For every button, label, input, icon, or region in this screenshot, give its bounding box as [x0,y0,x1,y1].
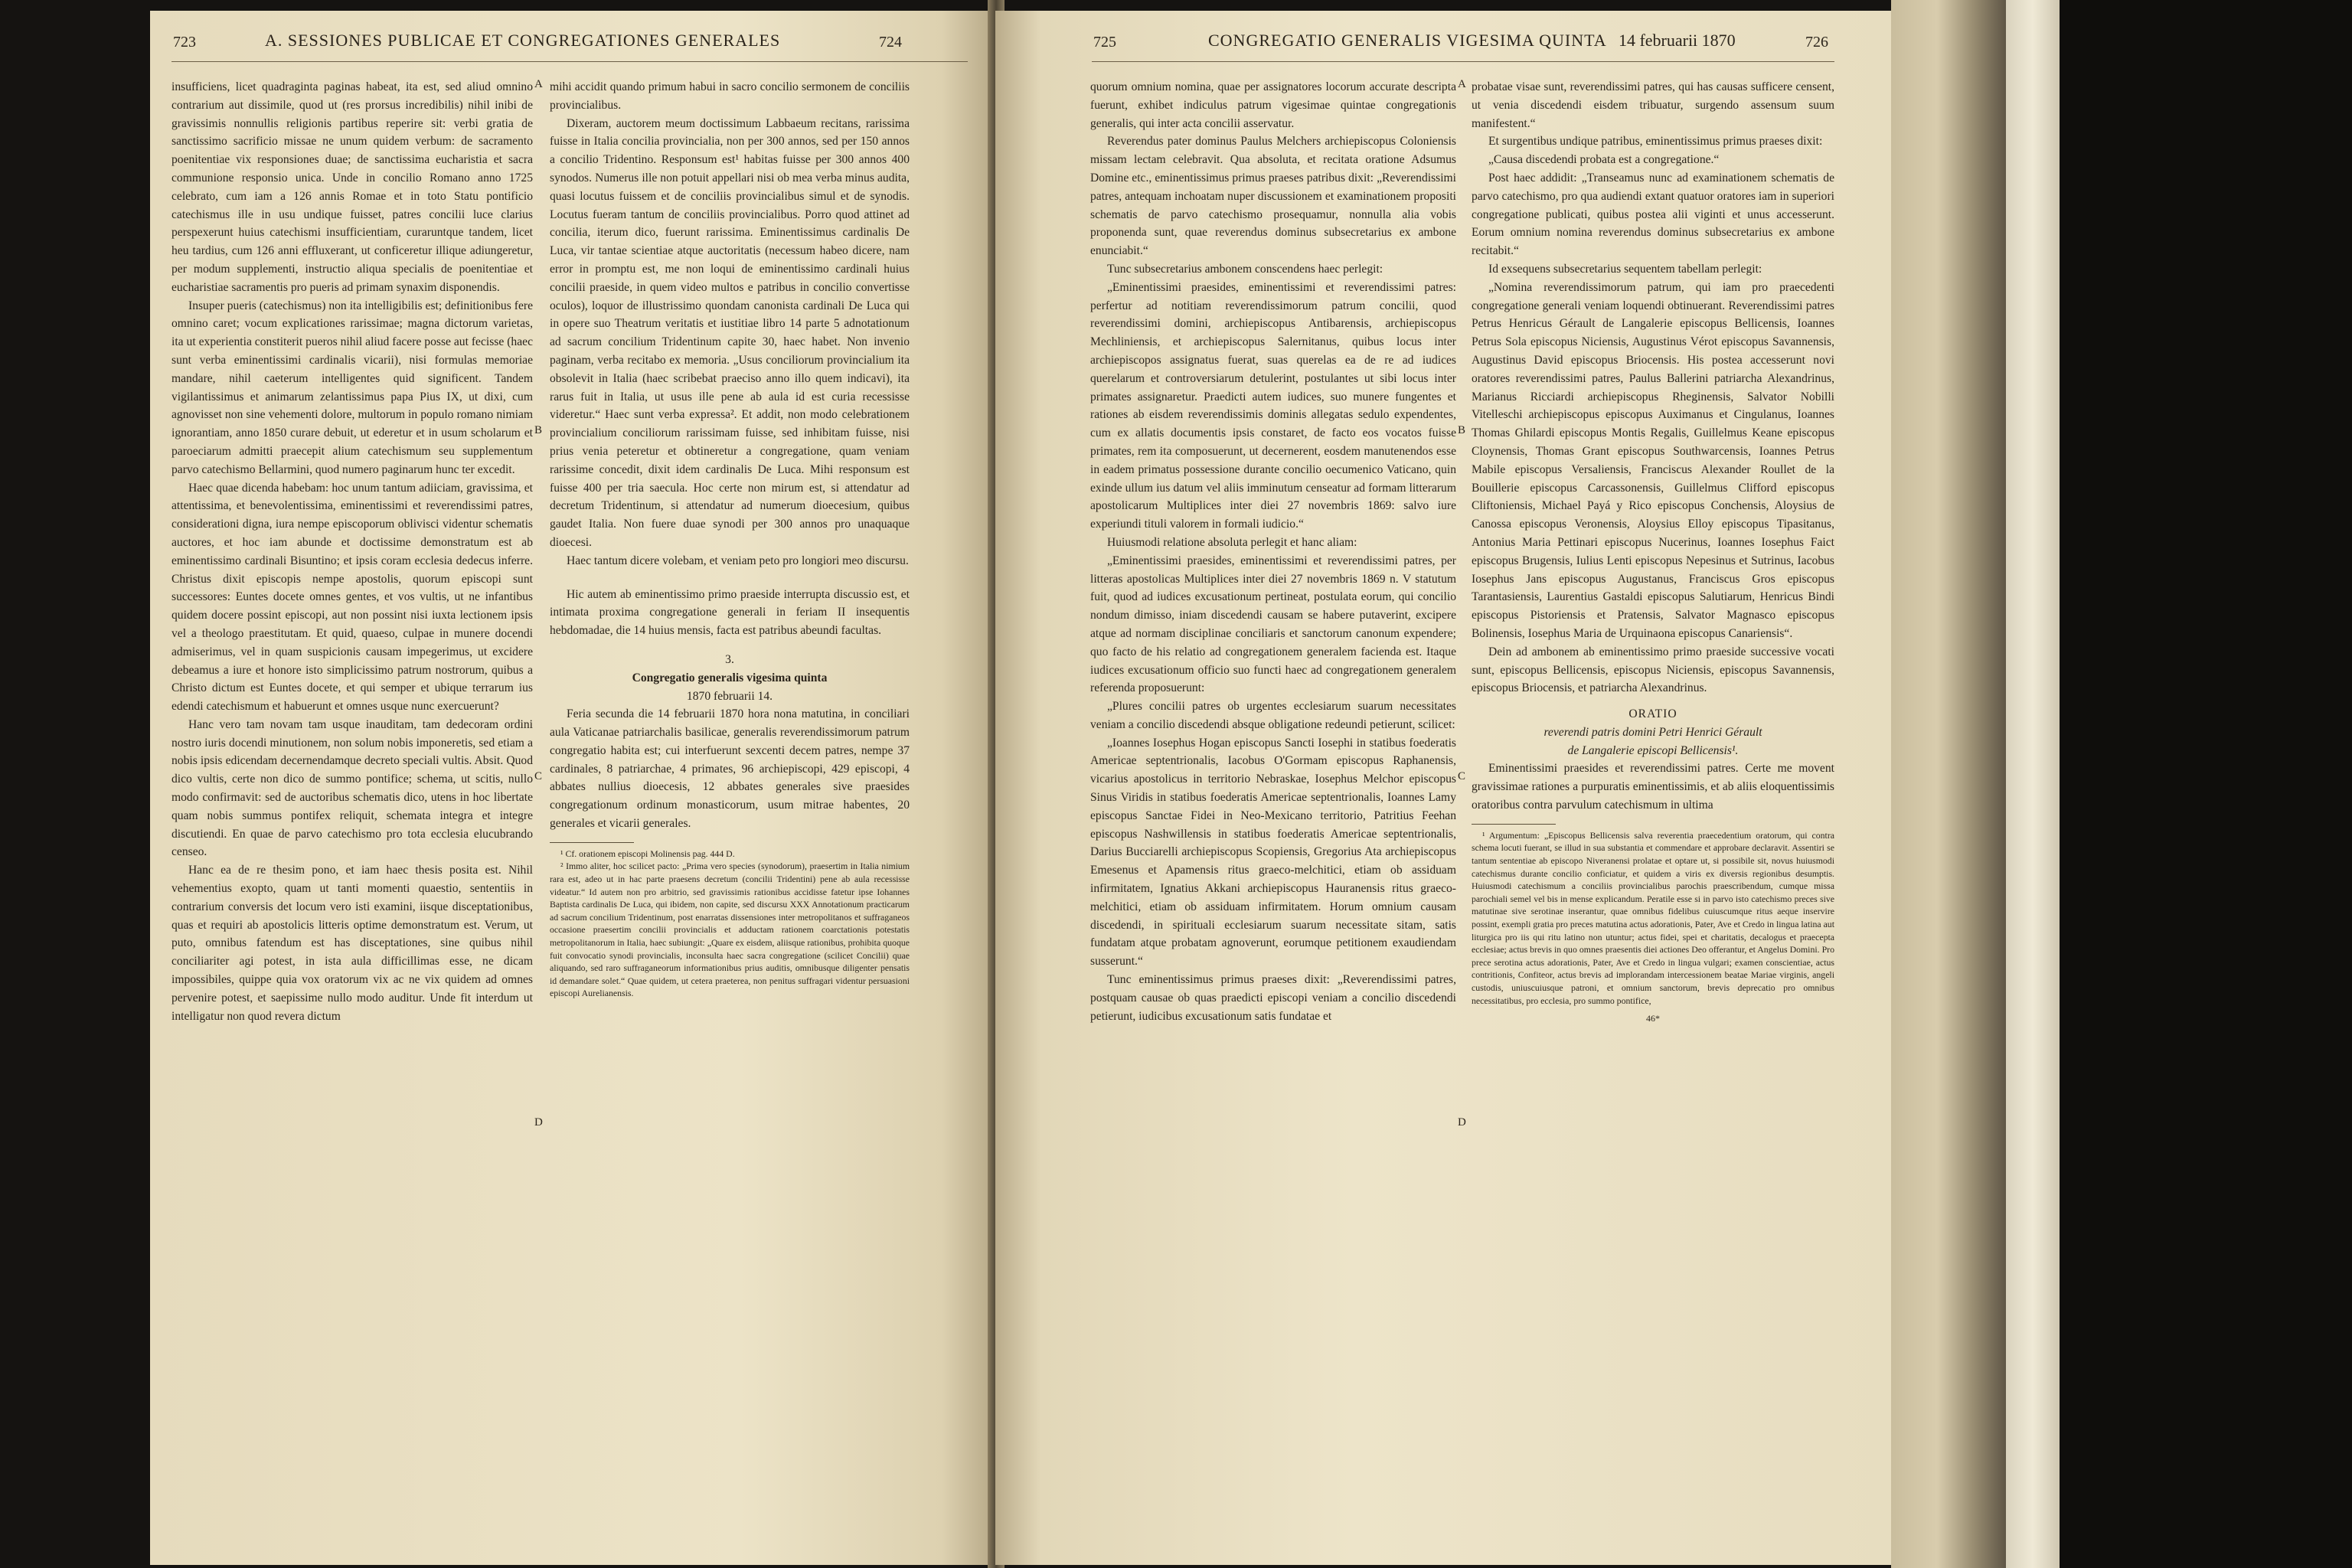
paragraph: mihi accidit quando primum habui in sacro concilio sermonem de conciliis provincialibus. [550,80,910,112]
oratio-subtitle: de Langalerie episcopi Bellicensis¹. [1567,743,1739,757]
head-rule [172,61,968,62]
paragraph: Huiusmodi relatione absoluta perlegit et hanc aliam: [1107,535,1357,549]
page-number-left: 725 [1093,34,1116,51]
left-col-2 [550,78,910,1556]
running-head [1208,31,1736,51]
paragraph: insufficiens, licet quadraginta paginas habeat, ita est, sed aliud omnino contrarium aut dissimile, quod ut (res prorsus incredibilis) nihil inibi de gravissimis nonnullis religionis partibus reperire sit: verbi gratia de sanctissimo sacrificio missae ne unum quidem verbum: de sacramento poenitentiae vix responsiones duae; de sanctissima eucharistia et sacra communione responsio unica. Unde in concilio Romano anno 1725 celebrato, cum iam a 126 annis Romae et in toto Statu pontificio catechismus ille in usu undique fuisset, patres concilii luce clarius perspexerunt huius catechismi insufficientiam, curaruntque tandem, licet heu tardius, cum 126 anni effluxerant, ut conficeretur illique adiungeretur, per modum supplementi, instructio aliqua specialis de poenitentiae et eucharistiae sacramentis pro pueris ad primam synaxim disponendis. [172,80,533,294]
footnote-rule [550,842,634,843]
margin-marker-b: B [534,424,543,436]
margin-marker-b: B [1458,424,1466,436]
paragraph: Hanc vero tam novam tam usque inauditam, tam dedecoram ordini nostro iuris docendi minutionem, non solum nobis imponeretis, sed etiam a nobis ipsis edicendam decernendamque decreto speciali vultis. Absit. Quod dico vultis, certe non dico de summo pontifice; schema, ut scitis, nullo modo confirmavit: sed de auctoribus schematis dico, utens in hoc libertate quam nobis summus pontifex reliquit, schemata integra et integre discutiendi. En quae de parvo catechismo pro tota ecclesia elucubrando censeo. [172,717,533,859]
paragraph: Tunc subsecretarius ambonem conscendens haec perlegit: [1107,262,1383,276]
paragraph: Feria secunda die 14 februarii 1870 hora nona matutina, in conciliari aula Vaticanae patriarchalis basilicae, generalis reverendissimorum patrum congregatio habita est; cui interfuerunt sexcenti decem patres, nempe 37 cardinales, 8 patriarchae, 4 primates, 96 archiepiscopi, 429 episcopi, 4 abbates nullius dioecesis, 12 abbates generales sive praesides congregationum ordinum monasticorum, usum mitrae habentes, 20 generales et vicarii generales. [550,707,910,831]
paragraph: Haec quae dicenda habebam: hoc unum tantum adiiciam, gravissima, et attentissima, et benevolentissima, eminentissimi et reverendissimi patres, considerationi digna, iura nempe episcoporum oblivisci videntur schematis auctores, et hoc iam abunde et doctissime demonstratum est ab eminentissimo cardinali Bisuntino; et ipsis coram ecclesia dedecus inferre. Christus dixit episcopis nempe apostolis, quorum episcopi sunt successores: Euntes docete omnes gentes, et vos vultis, ut ne infantibus quidem docere possint episcopi, aut non possint nisi iuxta lectionem ipsis vel a theologo praestitutam. Et quid, quaeso, culpae in munere docendi admiserimus, vel in quam suspicionis causam impegerimus, ut excidere debeamus a iure et honore isto simplicissimo patrum nostrorum, quibus a Christo dictum est Euntes docete, et qui semper et ubique terrarum ius edendi catechismum et habuerunt et omnes usque nunc exercuerunt? [172,481,533,714]
book-cover-edge [2006,0,2060,1568]
paragraph: probatae visae sunt, reverendissimi patres, qui has causas sufficere censent, ut venia discedendi eisdem tribuatur, surgendo assensum suum manifestent.“ [1472,80,1834,130]
paragraph: quorum omnium nomina, quae per assignatores locorum accurate descripta fuerunt, exhibet indiculus patrum vigesimae quintae congregationis generalis, qui inter acta concilii asservatur. [1090,80,1456,130]
footnotes [550,848,910,1000]
paragraph: „Eminentissimi praesides, eminentissimi et reverendissimi patres: perfertur ad notitiam reverendissimorum patrum concilii, quod reverendissimi domini, archiepiscopus Antibarensis, archiepiscopus Mechliniensis, et archiepiscopus Salernitanus, quibus locus inter archiepiscopos assignatus fuerat, suas querelas ea de re ad iudices querelarum et controversiarum detulerint, postulantes ut sibi locus inter primates assignaretur. Praedicti autem iudices, suo munere fungentes et rationes ab eisdem reverendissimis dominis allegatas sedulo expendentes, cum ex allatis documentis ipsis constaret, de facto eos vocatos fuisse primates, rem ita composuerunt, ut decernerent, eosdem manutenendos esse in eadem primatus possessione durante concilio oecumenico Vaticano, quin exinde ullum ius datum vel aliis imminutum censeatur ad formam litterarum apostolicarum Multiplices inter diei 27 novembris 1869: salvo iure experiundi tituli valorem in formali iudicio.“ [1090,280,1456,531]
margin-marker-d: D [1458,1116,1466,1129]
paragraph: „Eminentissimi praesides, eminentissimi et reverendissimi patres, per litteras apostolicas Multiplices inter diei 27 novembris 1869 n. V statutum fuit, quod ad iudices excusationum pertineat, postulata eorum, qui concilio nondum dimisso, iniam discedendi causam se habere putaverint, excipere atque ad normam disciplinae conciliaris et sanctorum canonum expendere; quo facto de his relatio ad congregationem generalem facienda est. Itaque iudices excusationum officio suo functi haec ad congregationem generalem referenda proposuerunt: [1090,554,1456,695]
section-date: 1870 februarii 14. [686,689,773,703]
spacer [550,570,910,586]
footnote: ¹ Argumentum: „Episcopus Bellicensis salva reverentia praecedentium oratorum, qui contra schema locuti fuerant, se illud in sua substantia et commendare et approbare declaravit. Assentiri se tantum sententiae ab episcopo Niveranensi prolatae et optare ut, si possibile sit, novus huiusmodi catechismus durante concilio conficiatur, et quidem a viris ex diversis regionibus desumptis. Huiusmodi catechismum a conciliis provincialibus parochis praescribendum, cumque missa parochiali semel vel bis in mense explicandum. Peratile esse si in parvo isto catechismo preces sive matutinae sive serotinae inserantur, quae omnibus fidelibus cuiuscumque ritus aeque inservire possint, exempli gratia pro preces matutina actus adorationis, Pater, Ave et Credo in lingua latina aut liturgica pro iis qui ritu latino non utuntur; actus fidei, spei et charitatis, decalogus et praecepta ecclesiae; actus brevis in quo omnes praesentis diei actiones Deo offerantur, et Angelus Domini. Pro prece serotina actus adorationis, Pater, Ave et Credo in lingua vulgari; examen conscientiae, actus contritionis, Confiteor, actus brevis ad implorandam intercessionem beatae Mariae virginis, angeli custodis, uniuscuiusque patroni, et omnium sanctorum, brevis deprecatio pro omnibus necessitatibus, pro ecclesia, pro summo pontifice, [1472,829,1834,1006]
left-col-1 [172,78,533,1556]
margin-marker-c: C [534,770,543,782]
right-page [995,11,1891,1565]
spacer [1472,697,1834,705]
signature-mark: 46* [1646,1013,1660,1024]
paragraph: „Nomina reverendissimorum patrum, qui iam pro praecedenti congregatione generali veniam loquendi obtinuerant. Reverendissimi patres Petrus Henricus Gérault de Langalerie episcopus Bellicensis, Ioannes Petrus Sola episcopus Niciensis, Augustinus Vérot episcopus Savannensis, Augustinus David episcopus Briocensis. His postea accesserunt novi oratores reverendissimi patres, Paulus Ballerini patriarcha Alexandrinus, Marianus Ricciardi archiepiscopus Rheginensis, Salvator Nobilli Vitelleschi archiepiscopus episcopus Auximanus et Cingulanus, Ioannes Thomas Ghilardi episcopus Montis Regalis, Guillelmus Keane episcopus Cloynensis, Thomas Grant episcopus Southwarcensis, Ioannes Petrus Mabile episcopus Versaliensis, Franciscus Alexander Roullet de la Bouillerie episcopus Carcassonensis, Guillelmus Clifford episcopus Cliftoniensis, Michael Payá y Rico episcopus Conchensis, Aloysius de Canossa episcopus Veronensis, Aloysius Elloy episcopus Tipasitanus, Antonius Maria Pettinari episcopus Nucerinus, Ioannes Iosephus Faict episcopus Brugensis, Iulius Lenti episcopus Nepesinus et Sutrinus, Iacobus Iosephus Jans episcopus Augustanus, Franciscus Gros episcopus Tarantasiensis, Laurentius Gastaldi episcopus Salutiarum, Henricus Bindi episcopus Pistoriensis et Pratensis, Salvator Magnasco episcopus Bolinensis, Iosephus Maria de Urquinaona episcopus Canariensis“. [1472,280,1834,640]
footnotes [1472,829,1834,1007]
paragraph: Et surgentibus undique patribus, eminentissimus primus praeses dixit: [1488,135,1823,149]
section-number: 3. [725,652,734,666]
margin-marker-a: A [534,78,543,90]
footnote: ² Immo aliter, hoc scilicet pacto: „Prima vero species (synodorum), praesertim in Italia nimium rara est, adeo ut in hac parte praesens decretum (concilii Tridentini) pene ab aula recessisse videatur.“ Id autem non pro arbitrio, sed gravissimis rationibus accidisse fatetur ipse Iohannes Baptista cardinalis De Luca, qui ibidem, non capite, sed discursu XXX Annotationum practicarum ad sacrum concilium Tridentinum, post enarratas dissensiones inter metropolitanos et suffraganeos occasione praesertim concilii provincialis et adductam rationem coarctationis potestatis metropolitanorum in Italia, haec subiungit: „Quare ex eisdem, aliisque rationibus, prohibita quoque fuit convocatio synodi provincialis, inconsulta haec sacra congregatione (scilicet Concilii) quae aliquando, sed raro suffraganeorum informationibus prius auditis, omnibusque diligenter pensatis id demandare solet.“ Quae quidem, ut cetera praeterea, non penitus suffragari videntur persuasioni episcopi Aurelianensis. [550,861,910,999]
paragraph: Dein ad ambonem ab eminentissimo primo praeside successive vocati sunt, episcopus Bellicensis, episcopus Niciensis, episcopus Savannensis, episcopus Briocensis, et patriarcha Alexandrinus. [1472,645,1834,695]
margin-marker-c: C [1458,770,1466,782]
paragraph: Tunc eminentissimus primus praeses dixit: „Reverendissimi patres, postquam causae ob quas praedicti episcopi veniam a concilio discedendi petierunt, iudicibus excusationum satis fundatae et [1090,973,1456,1023]
paragraph: Haec tantum dicere volebam, et veniam peto pro longiori meo discursu. [567,554,909,567]
paragraph: „Plures concilii patres ob urgentes ecclesiarum suarum necessitates veniam a concilio discedendi absque obligatione redeundi petierunt, scilicet: [1090,700,1456,731]
oratio-subtitle: reverendi patris domini Petri Henrici Gérault [1544,725,1762,739]
paragraph: Dixeram, auctorem meum doctissimum Labbaeum recitans, rarissima fuisse in Italia concilia provincialia, non per 300 annos, sed per 150 annos a concilio Tridentino. Responsum est¹ habitas fuisse per 300 annos 400 synodos. Numerus ille non potuit appellari nisi ob mea verba minus audita, quasi locutus fuissem et de conciliis provincialibus simul et de synodis. Locutus fueram tantum de conciliis provincialibus. Porro quod attinet ad concilia, iterum dico, fuerunt rarissima. Eminentissimus cardinalis De Luca, vir tantae scientiae atque auctoritatis (necessum habeo dicere, nam error in promptu est, me non loqui de eminentissimo cardinali huius concilii praeside, in quem video multos e patribus in concilio convertisse oculos), loquor de illustrissimo quondam canonista cardinali De Luca qui in opere suo Theatrum veritatis et iustitiae libro 14 parte 5 adnotationum ad sacrum concilium Tridentinum capite 30, haec habet. Non invenio paginam, verba recitabo ex memoria. „Usus conciliorum provincialium ita obsolevit in Italia (haec scribebat praeciso anno illo quem indicavi), ita rarus fuit in Italia, ut usus ille pene ab aula id est curia recessisse videretur.“ Haec sunt verba expressa². Et addit, non modo celebrationem provincialium conciliorum rarissimam fuisse, sed inhibitam fuisse, nisi prius venia peteretur et obtineretur a congregatione, quam veniam rarissime concedit, dixit idem cardinalis De Luca. Mihi responsum est fuisse 400 per tria saecula. Hoc certe non mirum est, si attendatur ad decretum Tridentinum, si attendatur ad numerum dioecesium, quibus gaudet Italia. Non fuere duae synodi per 300 annos pro unaquaque dioecesi. [550,116,910,549]
page-number-right: 724 [879,34,902,51]
footnote: ¹ Cf. orationem episcopi Molinensis pag. 444 D. [560,848,735,859]
paragraph: Hanc ea de re thesim pono, et iam haec thesis posita est. Nihil vehementius exopto, quam ut tanti momenti quaestio, sententiis in contrarium conversis det locum vero isti examini, iisque disceptationibus, quas et requiri ab apostolicis litteris optime demonstratum est. Verum, ut puto, omnibus fatendum est has disceptationes, sine quibus nihil conciliariter agi potest, in ista aula difficillimas esse, ne dicam impossibiles, quippe quia vox oratorum vix ac ne vix quidem ad omnes pervenire potest, et saepissime nullo modo auditur. Unde fit interdum ut intelligatur non quod revera dictum [172,864,533,1023]
margin-marker-d: D [534,1116,543,1129]
paragraph: Hic autem ab eminentissimo primo praeside interrupta discussio est, et intimata proxima congregatione generali in feriam II insequentis hebdomadae, die 14 huius mensis, facta est patribus abeundi facultas. [550,587,910,638]
footnote-rule [1472,824,1556,825]
head-rule [1092,61,1834,62]
section-title: Congregatio generalis vigesima quinta [632,671,828,684]
running-head: A. SESSIONES PUBLICAE ET CONGREGATIONES GENERALES [265,31,781,50]
paragraph: „Ioannes Iosephus Hogan episcopus Sancti Iosephi in statibus foederatis Americae septentrionalis, Iacobus O'Gormam episcopus Raphanensis, vicarius apostolicus in territorio Nebraskae, Iosephus Melchor episcopus Sinus Viridis in statibus foederatis Americae septentrionalis, Ioannes Lamy episcopus Sanctae Fidei in Neo-Mexicano territorio, Patritius Feehan episcopus Nashwillensis in statibus foederatis Americae septentrionalis, Darius Bucciarelli archiepiscopus Scopiensis, Gregorius Ata archiepiscopus Emesenus et Apamensis ritus graeco-melchitici, etiam ob assiduam infirmitatem, Ignatius Akkani archiepiscopus Hauranensis ritus graeco-melchitici, etiam ob assiduam infirmitatem. Horum omnium causam discedendi, in spirituali ecclesiarum suarum necessitate sitam, satis fundatam atque probatam agnoverunt, eorumque petitionem exaudiendam susserunt.“ [1090,736,1456,969]
paragraph: Insuper pueris (catechismus) non ita intelligibilis est; definitionibus fere omnino caret; vocum explicationes rarissimae; magna dictorum varietas, ita ut experientia constiterit pueros nihil aliud facere posse aut fecisse (haec sunt verba eminentissimi cardinalis vicarii), nisi formulas memoriae mandare, nihil caeterum intelligentes quid significent. Tandem vigilantissimus et animarum zelantissimus papa Pius IX, ut dixi, cum agnovisset non sine vehementi dolore, multorum in populo romano nimiam ignorantiam, anno 1850 curare debuit, ut ederetur et in usum scholarum et paroeciarum admitti praecepit alium catechismum seu supplementum parvo catechismo Bellarmini, quod numero paginarum hunc ter excedit. [172,299,533,476]
paragraph: Id exsequens subsecretarius sequentem tabellam perlegit: [1488,262,1762,276]
paragraph: Eminentissimi praesides et reverendissimi patres. Certe me movent gravissimae rationes a purpuratis eminentissimis, et ab aliis eloquentissimis oratoribus contra parvulum catechismum in ultima [1472,762,1834,812]
margin-marker-a: A [1458,78,1466,90]
paragraph: Post haec addidit: „Transeamus nunc ad examinationem schematis de parvo catechismo, pro qua audiendi extant quatuor oratores iam in superiori congregatione publicati, quibus postea alii viginti et unus accesserunt. Eorum omnium nomina reverendus dominus subsecretarius ex ambone recitabit.“ [1472,171,1834,258]
running-head-date: 14 februarii 1870 [1618,31,1736,50]
oratio-title: ORATIO [1628,707,1677,721]
left-page [150,11,992,1565]
page-stack-edge [1891,0,2006,1568]
paragraph: Reverendus pater dominus Paulus Melchers archiepiscopus Coloniensis missam lectam celebravit. Qua absoluta, et recitata oratione Adsumus Domine etc., eminentissimus primus praeses patribus dixit: „Reverendissimi patres, antequam inchoatam nuper discussionem et examinationem propositi schematis de parvo catechismo prosequamur, nonnulla alia vobis proponenda sunt, quae reverendus dominus subsecretarius ex ambone enunciabit.“ [1090,135,1456,258]
background [2060,0,2352,1568]
running-head-title: CONGREGATIO GENERALIS VIGESIMA QUINTA [1208,31,1606,50]
right-col-2 [1472,78,1834,1556]
paragraph: „Causa discedendi probata est a congregatione.“ [1488,153,1720,167]
page-number-right: 726 [1805,34,1828,51]
right-col-1 [1090,78,1456,1556]
page-number-left: 723 [173,34,196,51]
